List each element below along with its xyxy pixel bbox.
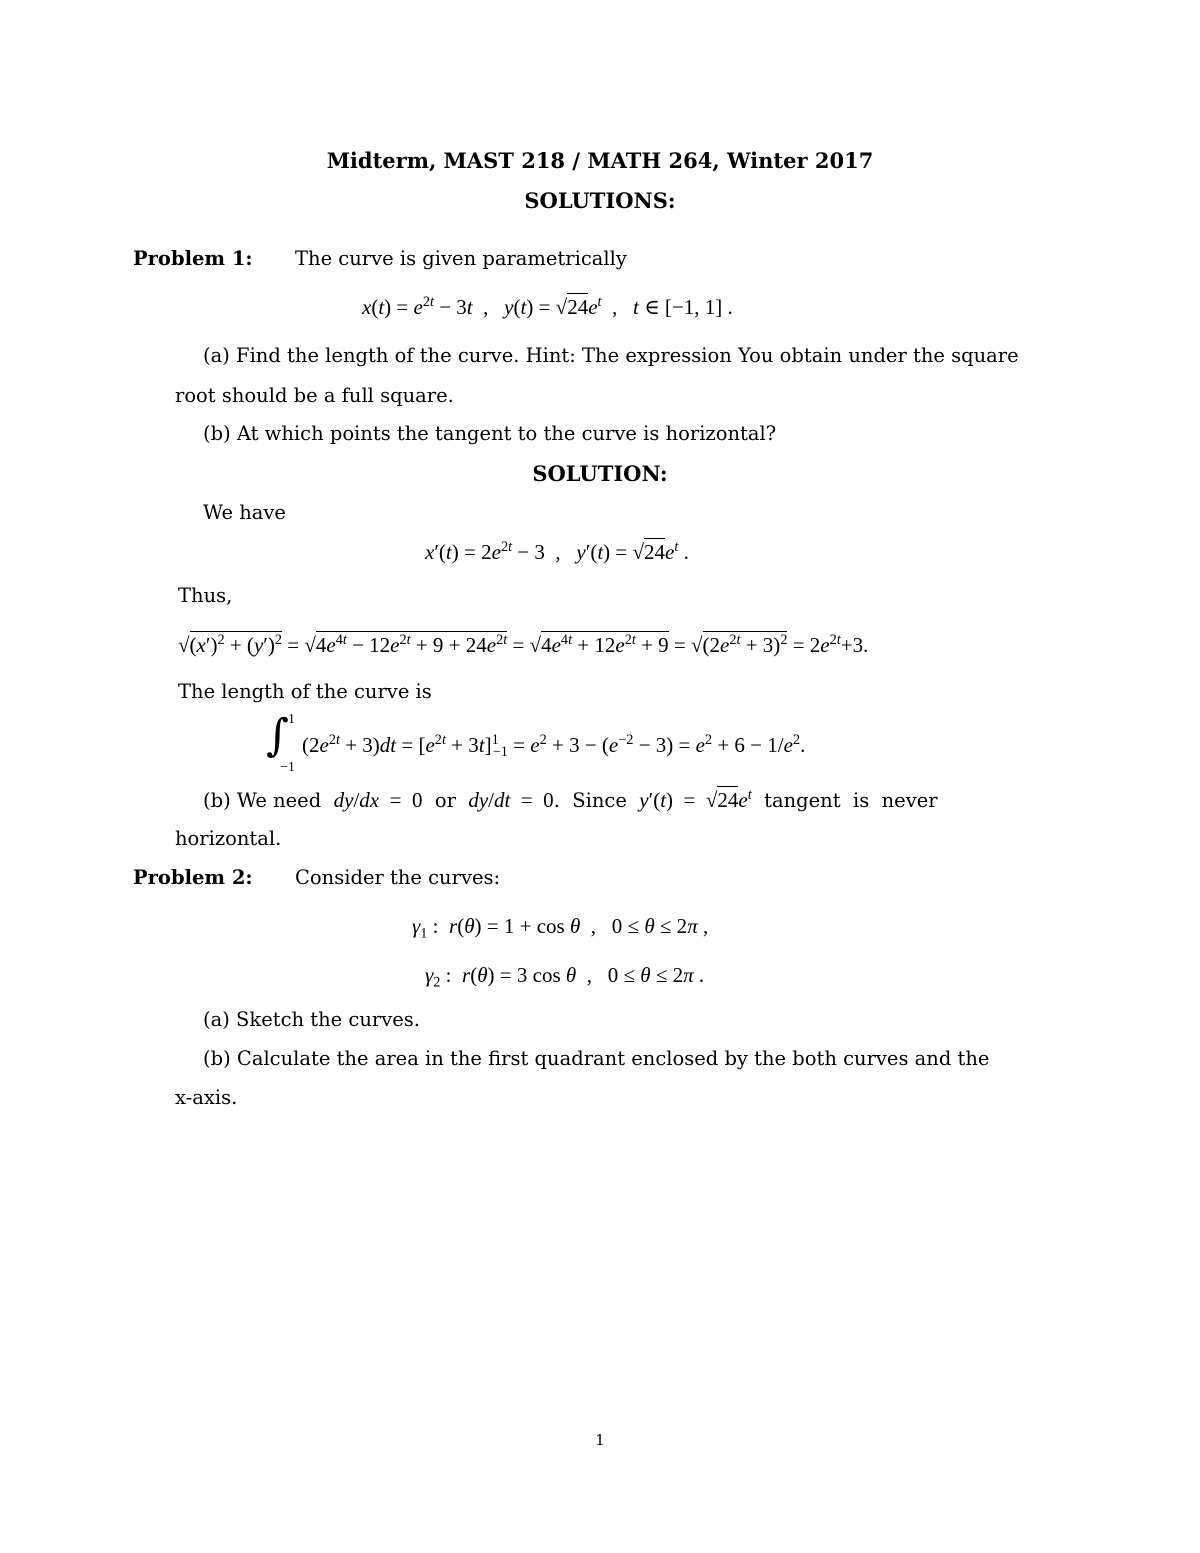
solution-heading: SOLUTION: <box>532 461 668 486</box>
equation-gamma1: $\gamma_1$ : r(θ) = 1 + cos θ , 0 ≤ θ ≤ 2π , <box>412 914 709 942</box>
length-intro: The length of the curve is <box>178 680 432 703</box>
integral-upper-limit: 1 <box>288 712 295 727</box>
equation-speed: $√(x')^2 + (y')^2 = √4e^{4t} - 12e^{2t} + 9 + 24e^{2t} = √4e^{4t} + 12e^{2t} + 9 = √(2e^{2t} + 3)^2 = 2e^{2t}+3$. <box>178 632 869 657</box>
equation-parametric: $x(t) = e^{2t} - 3t$ , $y(t) = √24e^t$ , t ∈ [−1, 1] . <box>362 294 733 319</box>
equation-derivatives: $x'(t) = 2e^{2t} - 3$ , $y'(t) = √24e^t$ . <box>425 539 689 564</box>
integral-expression: $(2e^{2t} + 3)dt = [e^{2t} + 3t]^1_{-1} = e^2 + 3 - (e^{-2} - 3) = e^2 + 6 - 1/e^2$. <box>302 732 806 761</box>
problem-1-part-a-line1: (a) Find the length of the curve. Hint: The expression You obtain under the square <box>203 344 1019 367</box>
problem-1-part-b: (b) At which points the tangent to the curve is horizontal? <box>203 422 777 445</box>
problem-2-part-a: (a) Sketch the curves. <box>203 1008 420 1031</box>
problem-1-part-b-solution-line2: horizontal. <box>175 827 282 850</box>
integral-sign: ∫ <box>266 710 289 761</box>
document-subtitle: SOLUTIONS: <box>524 188 676 213</box>
problem-2-part-b-line1: (b) Calculate the area in the first quadrant enclosed by the both curves and the <box>203 1047 990 1070</box>
thus-text: Thus, <box>178 584 233 607</box>
we-have-text: We have <box>203 501 286 524</box>
integral-lower-limit: −1 <box>280 760 295 775</box>
equation-gamma2: $\gamma_2$ : r(θ) = 3 cos θ , 0 ≤ θ ≤ 2π . <box>425 963 705 991</box>
problem-1-part-a-line2: root should be a full square. <box>175 384 454 407</box>
document-title: Midterm, MAST 218 / MATH 264, Winter 2017 <box>326 148 874 173</box>
page-number: 1 <box>595 1431 605 1449</box>
problem-2-part-b-line2: x-axis. <box>175 1086 238 1109</box>
problem-1-part-b-solution-line1: (b) We need dy/dx = 0 or dy/dt = 0. Since $y'(t) = √24e^t$ tangent is never <box>203 787 938 812</box>
problem-2-label: Problem 2: <box>133 866 253 889</box>
problem-1-intro: The curve is given parametrically <box>295 247 627 270</box>
problem-2-intro: Consider the curves: <box>295 866 501 889</box>
problem-1-label: Problem 1: <box>133 247 253 270</box>
